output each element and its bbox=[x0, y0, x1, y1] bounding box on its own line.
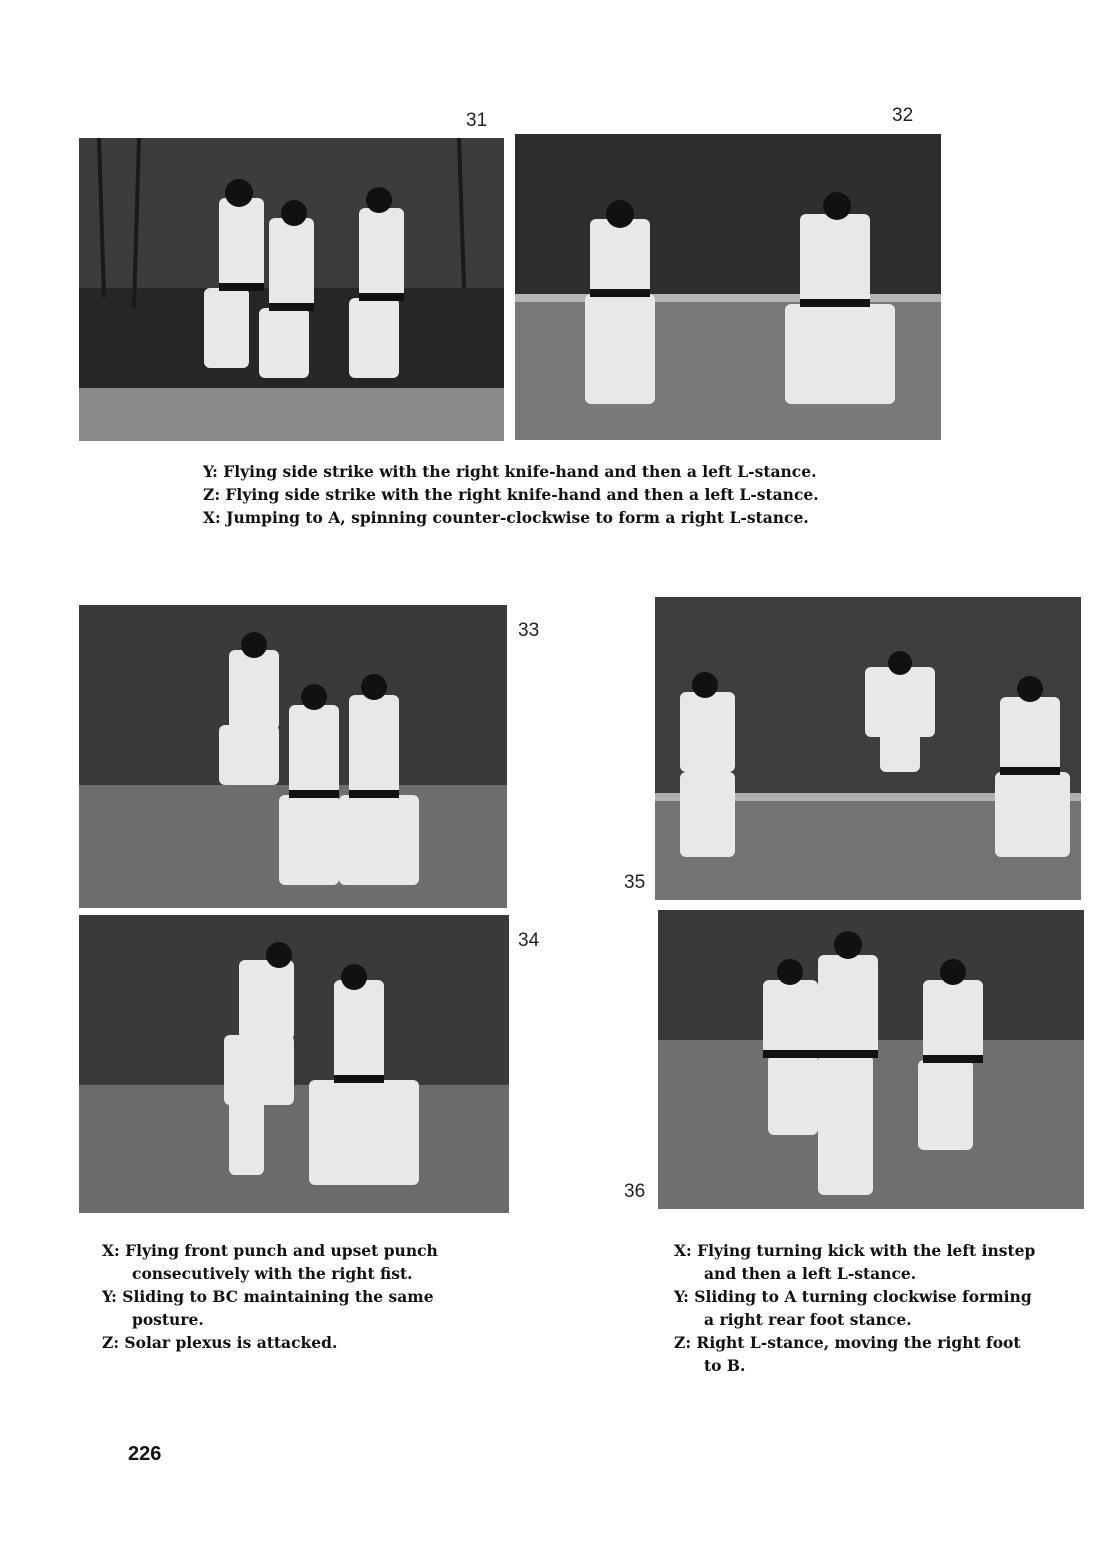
photo-figure-34 bbox=[79, 915, 509, 1213]
figure-number-36: 36 bbox=[624, 1181, 646, 1202]
photo-figure-33 bbox=[79, 605, 507, 908]
figure-number-31: 31 bbox=[466, 110, 488, 131]
caption-left-line-y: Y: Sliding to BC maintaining the same bbox=[102, 1287, 434, 1306]
photo-figure-32-illustration bbox=[515, 134, 941, 440]
photo-figure-34-illustration bbox=[79, 915, 509, 1213]
figure-number-33: 33 bbox=[518, 620, 540, 641]
caption-right-line-x-cont: and then a left L-stance. bbox=[704, 1264, 917, 1283]
caption-right-line-z-cont: to B. bbox=[704, 1356, 746, 1375]
caption-top bbox=[203, 460, 819, 529]
page-number: 226 bbox=[128, 1443, 162, 1465]
photo-figure-36-illustration bbox=[658, 910, 1084, 1209]
figure-number-32: 32 bbox=[892, 105, 914, 126]
photo-figure-33-illustration bbox=[79, 605, 507, 908]
caption-left-line-y-cont: posture. bbox=[132, 1310, 204, 1329]
caption-top-line-x: X: Jumping to A, spinning counter-clockwise to form a right L-stance. bbox=[203, 508, 809, 527]
photo-figure-31-illustration bbox=[79, 138, 504, 441]
caption-right-line-y: Y: Sliding to A turning clockwise forming bbox=[674, 1287, 1032, 1306]
caption-top-line-y: Y: Flying side strike with the right knife-hand and then a left L-stance. bbox=[203, 462, 817, 481]
caption-right-line-x: X: Flying turning kick with the left instep bbox=[674, 1241, 1036, 1260]
caption-bottom-left bbox=[102, 1239, 438, 1354]
photo-figure-35-illustration bbox=[655, 597, 1081, 900]
caption-left-line-x: X: Flying front punch and upset punch bbox=[102, 1241, 438, 1260]
caption-bottom-right bbox=[674, 1239, 1035, 1377]
caption-top-line-z: Z: Flying side strike with the right knife-hand and then a left L-stance. bbox=[203, 485, 819, 504]
photo-figure-31 bbox=[79, 138, 504, 441]
photo-figure-35 bbox=[655, 597, 1081, 900]
photo-figure-32 bbox=[515, 134, 941, 440]
figure-number-34: 34 bbox=[518, 930, 540, 951]
caption-left-line-x-cont: consecutively with the right fist. bbox=[132, 1264, 413, 1283]
caption-left-line-z: Z: Solar plexus is attacked. bbox=[102, 1333, 338, 1352]
photo-figure-36 bbox=[658, 910, 1084, 1209]
figure-number-35: 35 bbox=[624, 872, 646, 893]
caption-right-line-y-cont: a right rear foot stance. bbox=[704, 1310, 912, 1329]
caption-right-line-z: Z: Right L-stance, moving the right foot bbox=[674, 1333, 1021, 1352]
